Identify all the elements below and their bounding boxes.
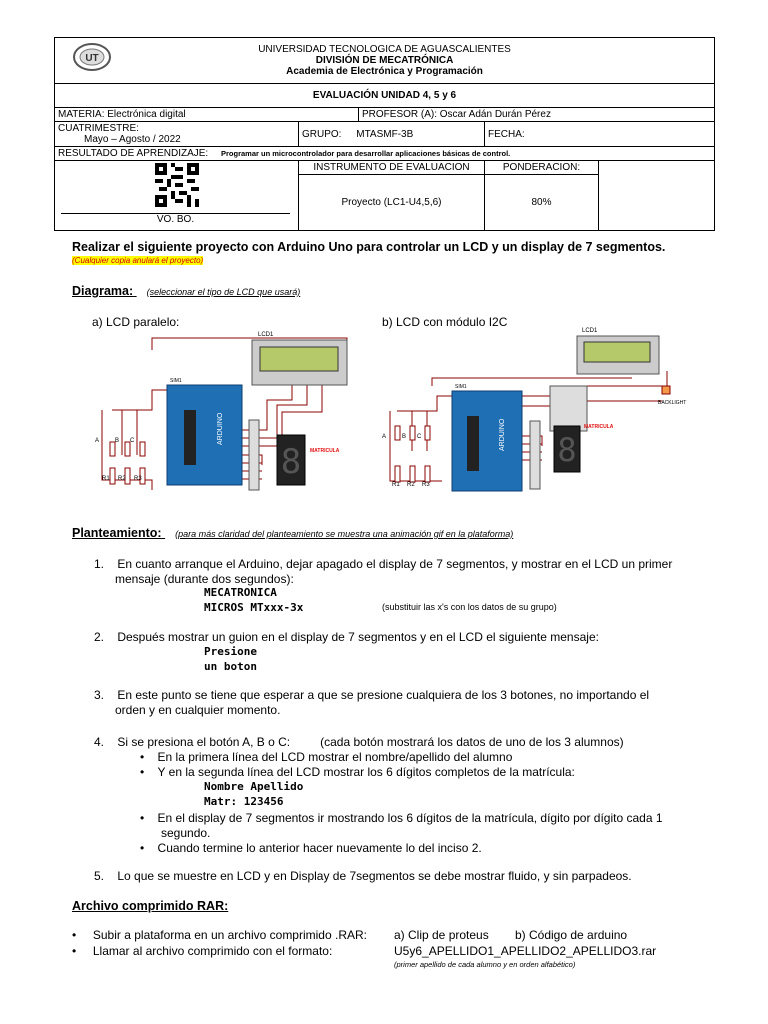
arduino-board-a: [167, 385, 242, 485]
sub-bullet-1: • En la primera línea del LCD mostrar el nombre/apellido del alumno: [140, 750, 513, 764]
profesor-cell: PROFESOR (A): Oscar Adán Durán Pérez: [359, 108, 715, 122]
sub-bullet-4: • Cuando termine lo anterior hacer nuevamente lo del inciso 2.: [140, 841, 482, 855]
diagram-note: (seleccionar el tipo de LCD que usará): [146, 287, 301, 297]
lcd-screen-a: [260, 347, 338, 371]
r2-label-b: R2: [407, 482, 415, 488]
lcd3-line1: Nombre Apellido: [204, 780, 304, 793]
r1-label-b: R1: [392, 482, 400, 488]
logo-text: UT: [85, 53, 99, 64]
task-title: Realizar el siguiente proyecto con Arduino Uno para controlar un LCD y un display de 7 segmentos.: [72, 240, 666, 254]
sub3b-text: segundo.: [161, 826, 211, 840]
lcd2-line2: un boton: [204, 660, 257, 673]
r2-label: R2: [118, 476, 126, 482]
cuatrimestre-value: Mayo – Agosto / 2022: [84, 134, 181, 145]
matricula-tag-a: MATRICULA: [310, 448, 340, 454]
diagram-lcd-parallel: [92, 330, 352, 500]
copy-warning: (Cualquier copia anulará el proyecto): [72, 256, 204, 265]
matricula-tag-b: MATRICULA: [584, 424, 614, 430]
archivo-b2-text: Llamar al archivo comprimido con el formato:: [92, 944, 333, 958]
qr-code-icon: [155, 163, 199, 207]
list-item-1: 1. En cuanto arranque el Arduino, dejar apagado el display de 7 segmentos, y mostrar en el LCD un primer mensaje (durante dos segundos):: [94, 557, 673, 586]
sub-bullet-2: • Y en la segunda línea del LCD mostrar los 6 dígitos completos de la matrícula:: [140, 765, 575, 779]
r3-label: R3: [134, 476, 142, 482]
sub3-text: En el display de 7 segmentos ir mostrando los 6 dígitos de la matrícula, dígito por dígito cada 1: [157, 811, 663, 825]
ponderacion-value: 80%: [485, 175, 599, 231]
lcd2-line1: Presione: [204, 645, 257, 658]
archivo-bullet-1: • Subir a plataforma en un archivo comprimido .RAR:: [72, 928, 367, 942]
button-a-label-b: A: [382, 434, 387, 440]
vobo-label: VO. BO.: [61, 213, 290, 225]
sim-tag-b: SIM1: [455, 384, 467, 390]
sub-bullet-3: • En el display de 7 segmentos ir mostrando los 6 dígitos de la matrícula, dígito por dígito cada 1 segundo.: [140, 811, 663, 840]
ponderacion-label: PONDERACION:: [485, 161, 599, 175]
cuatrimestre-label: CUATRIMESTRE:: [58, 123, 139, 134]
diagram-heading: [72, 284, 300, 298]
lcd-tag-a: LCD1: [258, 332, 274, 338]
university-name: UNIVERSIDAD TECNOLOGICA DE AGUASCALIENTES: [258, 44, 511, 55]
item4-note: (cada botón mostrará los datos de uno de los 3 alumnos): [320, 735, 624, 749]
fecha-label: FECHA:: [485, 122, 715, 147]
item1-text: En cuanto arranque el Arduino, dejar apagado el display de 7 segmentos, y mostrar en el LCD un primer: [117, 557, 673, 571]
list-item-4: 4. Si se presiona el botón A, B o C: (cada botón mostrará los datos de uno de los 3 alumnos): [94, 735, 624, 749]
sub1-text: En la primera línea del LCD mostrar el nombre/apellido del alumno: [157, 750, 513, 764]
button-c-label-b: C: [417, 434, 422, 440]
sub4-text: Cuando termine lo anterior hacer nuevamente lo del inciso 2.: [157, 841, 482, 855]
instrumento-value: Proyecto (LC1-U4,5,6): [299, 175, 485, 231]
button-c-label: C: [130, 438, 135, 444]
lcd-tag-b: LCD1: [582, 328, 598, 334]
diagram-lcd-i2c: [382, 326, 687, 500]
archivo-b2-note: (primer apellido de cada alumno y en orden alfabético): [394, 960, 576, 969]
archivo-b1b: b) Código de arduino: [515, 928, 628, 942]
diagram-heading-text: Diagrama:: [72, 284, 134, 298]
lcd3-line2: Matr: 123456: [204, 795, 284, 808]
sim-tag-a: SIM1: [170, 378, 182, 384]
item3-text: En este punto se tiene que esperar a que se presione cualquiera de los 3 botones, no importando el: [117, 688, 650, 702]
archivo-b2-value: U5y6_APELLIDO1_APELLIDO2_APELLIDO3.rar: [394, 944, 657, 958]
empty-cell: [599, 161, 715, 231]
qr-cell: [55, 161, 299, 231]
archivo-b1a: a) Clip de proteus: [394, 928, 489, 942]
materia-cell: MATERIA: Electrónica digital: [55, 108, 359, 122]
arduino-tag-b: ARDUINO: [499, 418, 506, 451]
lcd1-line1: MECATRONICA: [204, 586, 277, 599]
evaluation-title: EVALUACIÓN UNIDAD 4, 5 y 6: [55, 84, 715, 108]
lcd1-line2: MICROS MTxxx-3x: [204, 601, 304, 614]
item1b-text: mensaje (durante dos segundos):: [115, 572, 294, 586]
archivo-heading: Archivo comprimido RAR:: [72, 899, 229, 913]
resultado-value: Programar un microcontrolador para desarrollar aplicaciones básicas de control.: [221, 149, 511, 158]
lcd-screen-b: [584, 342, 650, 362]
item5-text: Lo que se muestre en LCD y en Display de 7segmentos se debe mostrar fluido, y sin parpadeos.: [117, 869, 632, 883]
archivo-b1-text: Subir a plataforma en un archivo comprimido .RAR:: [92, 928, 367, 942]
academy-name: Academia de Electrónica y Programación: [286, 66, 483, 77]
r3-label-b: R3: [422, 482, 430, 488]
planteamiento-heading: [72, 526, 513, 540]
division-name: DIVISIÓN DE MECATRÓNICA: [315, 55, 454, 66]
lcd-parallel-label: a) LCD paralelo:: [92, 315, 180, 329]
list-item-3: 3. En este punto se tiene que esperar a que se presione cualquiera de los 3 botones, no importando el orden y en cualquier momento.: [94, 688, 650, 717]
list-item-5: 5. Lo que se muestre en LCD y en Display de 7segmentos se debe mostrar fluido, y sin parpadeos.: [94, 869, 632, 883]
button-b-label-b: B: [402, 434, 407, 440]
planteamiento-heading-text: Planteamiento:: [72, 526, 162, 540]
instrumento-label: INSTRUMENTO DE EVALUACION: [299, 161, 485, 175]
seven-seg-digit-a: 8: [280, 442, 302, 482]
item4-text: Si se presiona el botón A, B o C:: [117, 735, 291, 749]
arduino-board-b: [452, 391, 522, 491]
arduino-tag-a: ARDUINO: [217, 412, 224, 445]
lcd-i2c-label: b) LCD con módulo I2C: [382, 315, 508, 329]
planteamiento-note: (para más claridad del planteamiento se muestra una animación gif en la plataforma): [175, 529, 514, 539]
seven-seg-digit-b: 8: [557, 431, 577, 469]
grupo-value: MTASMF-3B: [356, 128, 414, 140]
item3b-text: orden y en cualquier momento.: [115, 703, 281, 717]
button-b-label: B: [115, 438, 120, 444]
resultado-label: RESULTADO DE APRENDIZAJE:: [58, 148, 209, 159]
sub2-text: Y en la segunda línea del LCD mostrar los 6 dígitos completos de la matrícula:: [157, 765, 575, 779]
list-item-2: 2. Después mostrar un guion en el display de 7 segmentos y en el LCD el siguiente mensaje:: [94, 630, 599, 644]
lcd1-note: (substituir las x's con los datos de su grupo): [382, 602, 557, 612]
backlight-tag: BACKLIGHT: [658, 400, 687, 406]
grupo-label: GRUPO:: [302, 128, 342, 140]
header-table: [54, 37, 715, 231]
button-a-label: A: [95, 438, 100, 444]
item2-text: Después mostrar un guion en el display de 7 segmentos y en el LCD el siguiente mensaje:: [117, 630, 599, 644]
r1-label: R1: [102, 476, 110, 482]
archivo-bullet-2: • Llamar al archivo comprimido con el formato:: [72, 944, 333, 958]
